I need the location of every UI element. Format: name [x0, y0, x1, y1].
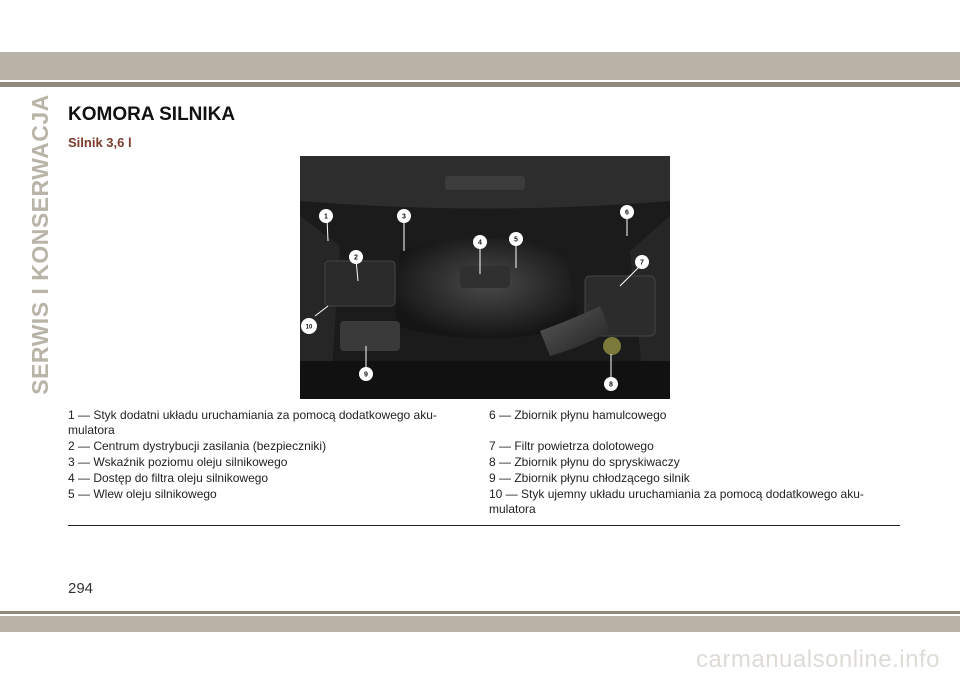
legend-item: 6 — Zbiornik płynu hamulcowego: [489, 408, 667, 422]
callout-7-label: 7: [640, 259, 644, 267]
callout-5-label: 5: [514, 236, 518, 244]
legend-column-left: [68, 408, 473, 503]
legend-divider: [68, 525, 900, 526]
footer-band-line: [0, 611, 960, 614]
legend-item: 4 — Dostęp do filtra oleju silnikowego: [68, 471, 269, 485]
legend-column-right: [489, 408, 900, 518]
legend-item: 8 — Zbiornik płynu do spryskiwaczy: [489, 455, 680, 469]
section-side-tab: [20, 93, 60, 395]
footer-band: [0, 616, 960, 632]
callout-9-label: 9: [364, 371, 368, 379]
section-side-tab-label: SERWIS I KONSERWACJA: [26, 93, 53, 395]
callout-8-label: 8: [609, 381, 613, 389]
legend-item: 2 — Centrum dystrybucji zasilania (bezpieczniki): [68, 439, 327, 453]
callout-1-label: 1: [324, 213, 328, 221]
page-number: 294: [68, 580, 94, 597]
header-band: [0, 52, 960, 80]
watermark: carmanualsonline.info: [696, 646, 940, 673]
callout-4-label: 4: [478, 239, 482, 247]
legend-item: 5 — Wlew oleju silnikowego: [68, 487, 217, 501]
callout-3-label: 3: [402, 213, 406, 221]
legend-item: 10 — Styk ujemny układu uruchamiania za pomocą dodatkowego aku-mulatora: [489, 487, 864, 516]
legend-item: 3 — Wskaźnik poziomu oleju silnikowego: [68, 455, 288, 469]
callout-10-label: 10: [305, 324, 313, 331]
legend-item: 7 — Filtr powietrza dolotowego: [489, 439, 654, 453]
page-subtitle: Silnik 3,6 l: [68, 135, 132, 150]
engine-bay-photo: [300, 156, 670, 399]
legend-item: 9 — Zbiornik płynu chłodzącego silnik: [489, 471, 690, 485]
legend-item: 1 — Styk dodatni układu uruchamiania za pomocą dodatkowego aku-mulatora: [68, 408, 437, 437]
header-band-line: [0, 82, 960, 87]
page-title: KOMORA SILNIKA: [68, 104, 236, 125]
callout-6-label: 6: [625, 209, 629, 217]
callout-2-label: 2: [354, 254, 358, 262]
